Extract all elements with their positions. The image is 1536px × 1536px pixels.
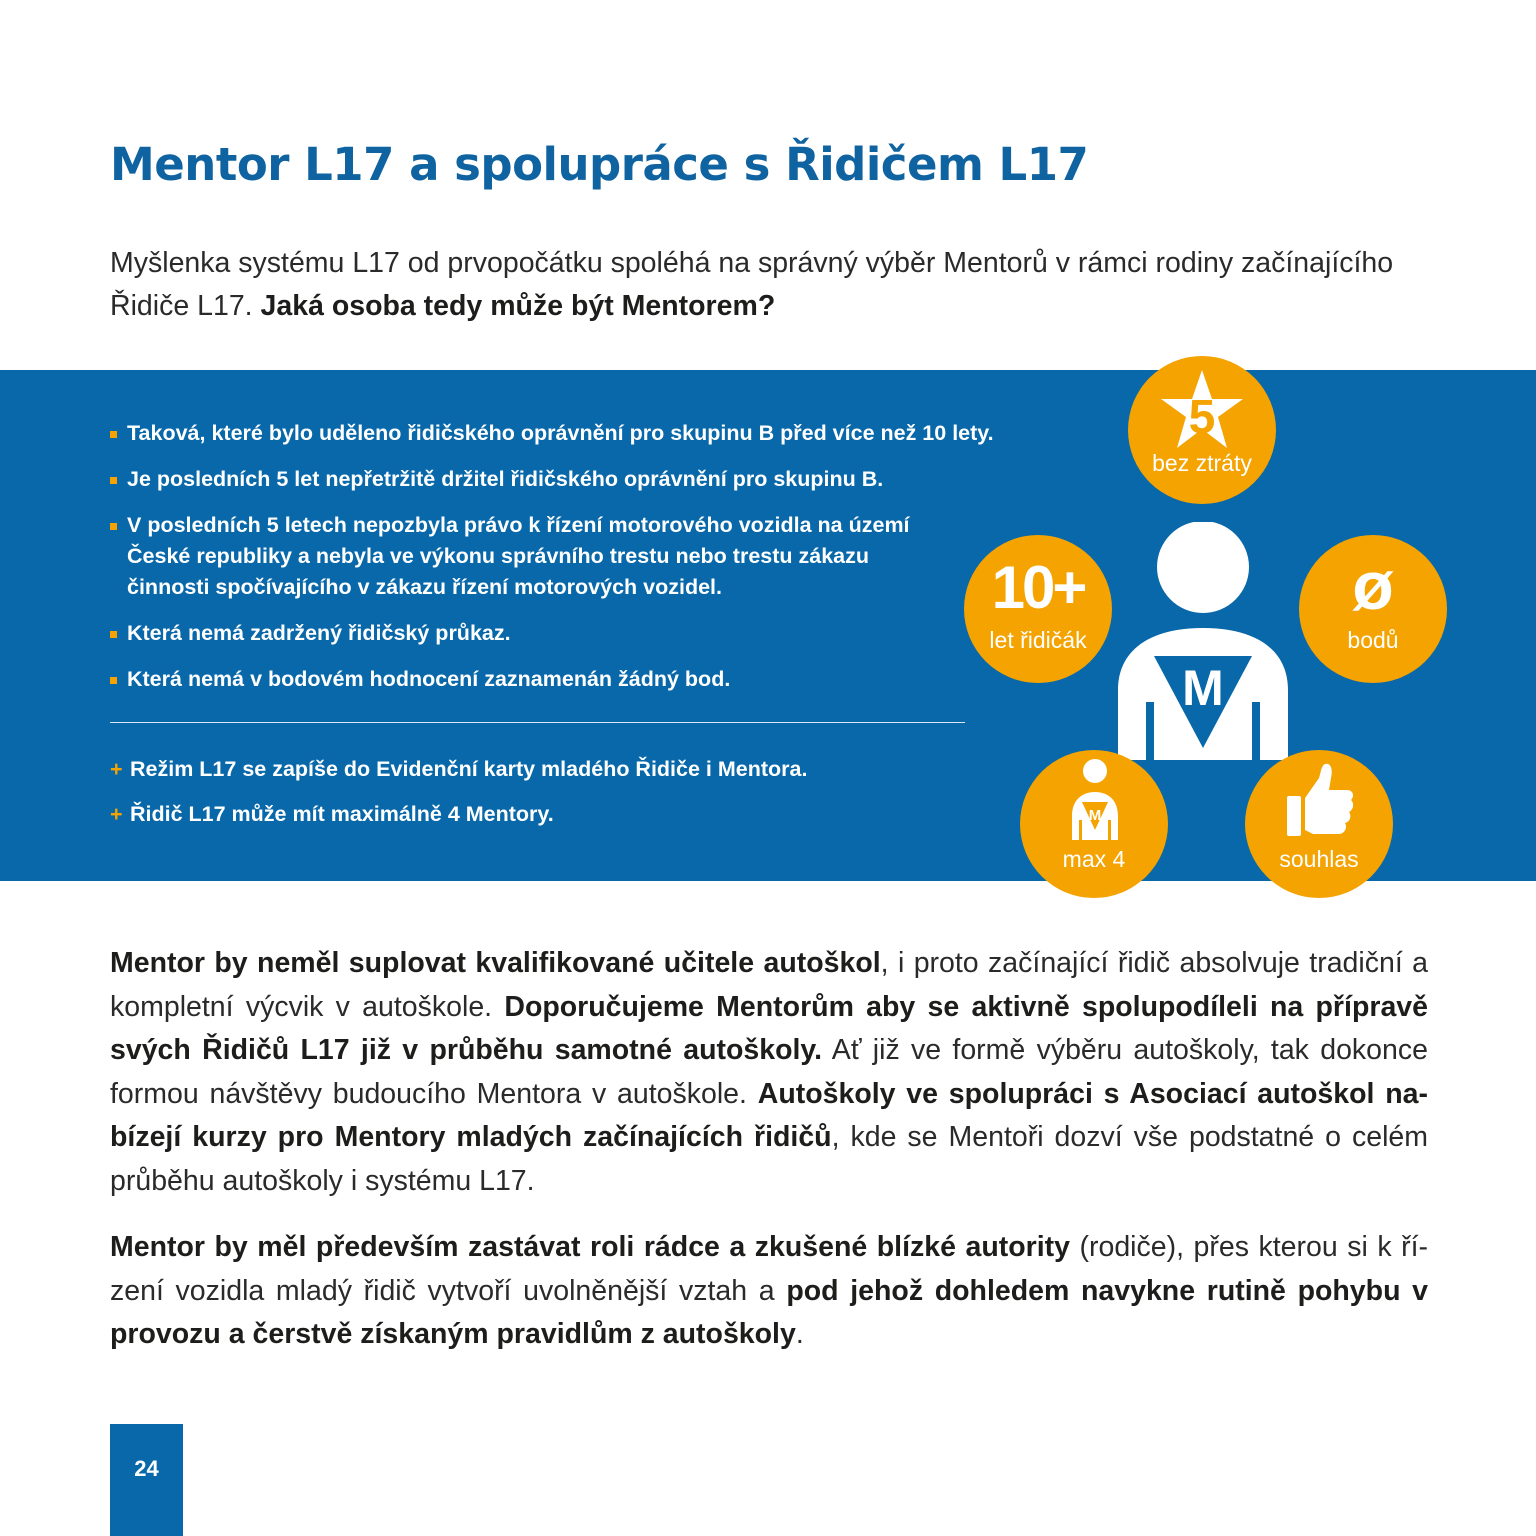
points-value: ø [1352,548,1394,624]
p1-text: , kde se Mentoři dozví vše podstatné o celém průběhu autoškoly i systému L17. [110,1121,1428,1197]
five-star-badge [1128,356,1276,504]
star-caption: bez ztráty [1152,450,1252,476]
p1-text: Ať již ve formě výběru autoškoly, tak dokonce formou návštěvy budoucího Mentora v autoškole. [110,1034,1428,1110]
notes-list [110,754,1010,844]
bullet-square-icon [110,477,117,484]
criteria-text: Která nemá v bodovém hodnocení zaznamenán žádný bod. [127,667,731,691]
page-number-tab [110,1424,183,1536]
consent-caption: souhlas [1279,846,1359,872]
criteria-item [110,510,910,603]
bullet-square-icon [110,523,117,530]
criteria-list [110,418,1060,710]
p1-bold: Autoškoly ve spolupráci s Asociací autoškol nabízejí kurzy pro Mentory mladých začínajících řidičů [110,1077,1428,1153]
criteria-item [110,618,1060,649]
paragraph-mentor-role [110,942,1428,1203]
note-text: Řidič L17 může mít maximálně 4 Mentory. [130,802,554,826]
points-caption: bodů [1347,627,1399,653]
zero-points-badge [1299,535,1447,683]
page-number: 24 [134,1456,159,1481]
divider [110,722,965,723]
p2-bold: Mentor by měl především zastávat roli rádce a zkušené blízké autority [110,1231,1070,1263]
criteria-item [110,418,1060,449]
note-text: Režim L17 se zapíše do Evidenční karty mladého Řidiče i Mentora. [130,757,808,781]
max-mentors-badge [1020,750,1168,898]
intro-question: Jaká osoba tedy může být Mentorem? [260,290,776,322]
criteria-text: Je posledních 5 let nepřetržitě držitel řidičského oprávnění pro skupinu B. [127,467,884,491]
p1-bold: Doporučujeme Mentorům aby se aktivně spolupodíleli na přípravě svých Řidičů L17 již v průběhu samotné autoškoly. [110,990,1428,1066]
plus-icon: + [110,802,123,826]
intro-text: Myšlenka systému L17 od prvopočátku spoléhá na správný výběr Mentorů v rámci rodiny začínajícího Řidiče L17. [110,247,1394,322]
years-value: 10+ [991,554,1085,621]
criteria-item [110,464,1060,495]
p2-bold: pod jehož dohledem navykne rutině pohybu v provozu a čerstvě získaným pravidlům z autoškoly [110,1274,1428,1350]
plus-icon: + [110,757,123,781]
mentor-letter: M [1182,660,1224,716]
bullet-square-icon [110,677,117,684]
svg-text:M: M [1088,807,1102,824]
p1-bold: Mentor by neměl suplovat kvalifikované učitele autoškol [110,947,881,979]
p2-text: (rodiče), přes kterou si k řízení vozidla mladý řidič vytvoří uvolněnější vztah a [110,1231,1428,1307]
thumbs-up-icon [1285,762,1355,840]
consent-badge [1245,750,1393,898]
ten-years-badge [964,535,1112,683]
criteria-text: Taková, které bylo uděleno řidičského oprávnění pro skupinu B před více než 10 lety. [127,421,994,445]
criteria-item [110,664,1060,695]
mini-mentor-icon [1070,758,1120,840]
paragraph-mentor-authority [110,1226,1428,1357]
bullet-square-icon [110,431,117,438]
criteria-text: Která nemá zadržený řidičský průkaz. [127,621,511,645]
bullet-square-icon [110,631,117,638]
p1-text: , i proto začínající řidič absolvuje tradiční a kompletní výcvik v autoškole. [110,947,1428,1023]
page-title: Mentor L17 a spolupráce s Řidičem L17 [110,138,1089,191]
criteria-text: V posledních 5 letech nepozbyla právo k řízení motorového vozidla na území České republiky a nebyla ve výkonu správního trestu nebo trestu zákazu činnosti spočívajícího v zákazu řízení motorových vozidel. [127,513,910,599]
mentor-person-icon [1110,522,1296,768]
note-item [110,754,1010,785]
star-icon [1159,368,1245,452]
p2-text: . [795,1318,804,1350]
years-caption: let řidičák [989,627,1087,653]
star-number: 5 [1188,391,1216,444]
note-item [110,799,1010,830]
max-caption: max 4 [1062,846,1126,872]
intro-paragraph [110,242,1430,328]
